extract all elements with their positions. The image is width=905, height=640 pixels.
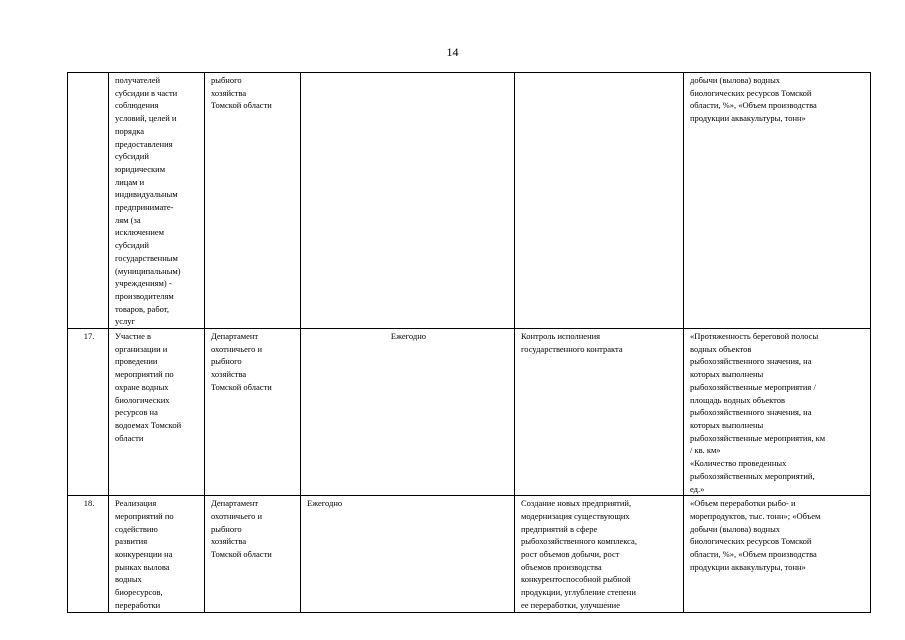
indicator-cell: «Объем переработки рыбо- и морепродуктов, тыс. тонн»; «Объем добычи (вылова) водных биологических ресурсов Томской области, %», «Объем производства продукции аквакультуры, тонн» [684, 496, 871, 612]
table-row [68, 329, 871, 496]
program-measures-table [67, 72, 871, 613]
indicator-cell: добычи (вылова) водных биологических ресурсов Томской области, %», «Объем производства продукции аквакультуры, тонн» [684, 73, 871, 329]
period-cell: Ежегодно [301, 329, 515, 496]
period-cell [301, 73, 515, 329]
executor-cell: Департамент охотничьего и рыбного хозяйства Томской области [205, 496, 301, 612]
table-row [68, 73, 871, 329]
result-cell: Контроль исполнения государственного контракта [515, 329, 684, 496]
row-number-cell: 17. [68, 329, 109, 496]
measure-name-cell: получателей субсидии в части соблюдения условий, целей и порядка предоставления субсидий юридическим лицам и индивидуальным предпринимате- лям (за исключением субсидий государственным (муниципальным) учреждениям) - производителям товаров, работ, услуг [109, 73, 205, 329]
executor-cell: рыбного хозяйства Томской области [205, 73, 301, 329]
measure-name-cell: Реализация мероприятий по содействию развития конкуренции на рынках вылова водных биоресурсов, переработки [109, 496, 205, 612]
row-number-cell [68, 73, 109, 329]
result-cell [515, 73, 684, 329]
result-cell: Создание новых предприятий, модернизация существующих предприятий в сфере рыбохозяйственного комплекса, рост объемов добычи, рост объемов производства конкурентоспособной рыбной продукции, углубление степени ее переработки, улучшение [515, 496, 684, 612]
period-cell: Ежегодно [301, 496, 515, 612]
row-number-cell: 18. [68, 496, 109, 612]
executor-cell: Департамент охотничьего и рыбного хозяйства Томской области [205, 329, 301, 496]
table-row [68, 496, 871, 612]
page-number: 14 [446, 45, 459, 59]
measure-name-cell: Участие в организации и проведении мероприятий по охране водных биологических ресурсов на водоемах Томской области [109, 329, 205, 496]
indicator-cell: «Протяженность береговой полосы водных объектов рыбохозяйственного значения, на которых выполнены рыбохозяйственные мероприятия / площадь водных объектов рыбохозяйственного значения, на которых выполнены рыбохозяйственные мероприятия, км / кв. км» «Количество проведенных рыбохозяйственных мероприятий, ед.» [684, 329, 871, 496]
